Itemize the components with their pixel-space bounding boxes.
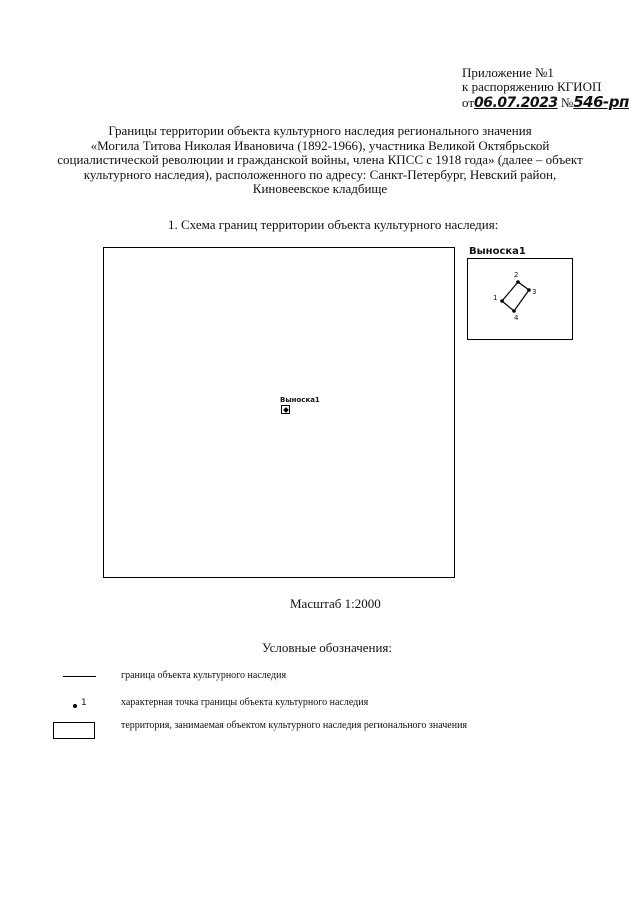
order-date-number	[462, 95, 629, 110]
legend-boundary-text: граница объекта культурного наследия	[121, 670, 287, 681]
boundary-point-4	[512, 309, 516, 313]
map-scale: Масштаб 1:2000	[290, 596, 381, 611]
document-title	[40, 124, 600, 197]
inset-title: Выноска1	[469, 246, 526, 257]
boundary-point-2	[516, 280, 520, 284]
date-prefix: от	[462, 95, 475, 110]
order-reference: к распоряжению КГИОП	[462, 79, 602, 94]
legend-point-symbol	[73, 704, 77, 708]
point-label-4: 4	[514, 314, 519, 322]
title-line: культурного наследия), расположенного по адресу: Санкт-Петербург, Невский район,	[83, 166, 557, 182]
map-callout-box	[281, 405, 290, 414]
point-label-1: 1	[493, 294, 498, 302]
title-line: Киновеевское кладбище	[252, 181, 388, 196]
legend-point-text: характерная точка границы объекта культурного наследия	[121, 697, 369, 708]
title-line: «Могила Титова Николая Ивановича (1892-1966), участника Великой Октябрьской	[90, 137, 550, 153]
inset-frame	[467, 258, 573, 340]
boundary-point-3	[527, 288, 531, 292]
handwritten-number: 546-рп	[573, 93, 629, 111]
inset-boundary-diagram	[468, 259, 574, 341]
legend-heading: Условные обозначения:	[262, 640, 393, 655]
legend-line-symbol	[63, 676, 96, 677]
appendix-number: Приложение №1	[462, 65, 554, 80]
object-boundary-polygon	[502, 282, 529, 311]
boundary-point-1	[500, 299, 504, 303]
legend-area-text: территория, занимаемая объектом культурного наследия регионального значения	[121, 720, 468, 731]
legend-area-symbol	[53, 722, 95, 739]
number-prefix: №	[560, 95, 574, 110]
point-label-2: 2	[514, 271, 519, 279]
title-line: Границы территории объекта культурного наследия регионального значения	[108, 123, 532, 138]
map-frame	[103, 247, 455, 578]
object-point-marker	[283, 407, 289, 413]
title-line: социалистической революции и гражданской войны, члена КПСС с 1918 года» (далее – объект	[57, 152, 583, 167]
appendix-header	[462, 66, 629, 110]
handwritten-date: 06.07.2023	[474, 95, 558, 111]
scheme-heading: 1. Схема границ территории объекта культурного наследия:	[168, 217, 499, 232]
point-label-3: 3	[532, 288, 537, 296]
legend-point-number: 1	[81, 698, 87, 708]
map-callout-label: Выноска1	[280, 396, 320, 404]
